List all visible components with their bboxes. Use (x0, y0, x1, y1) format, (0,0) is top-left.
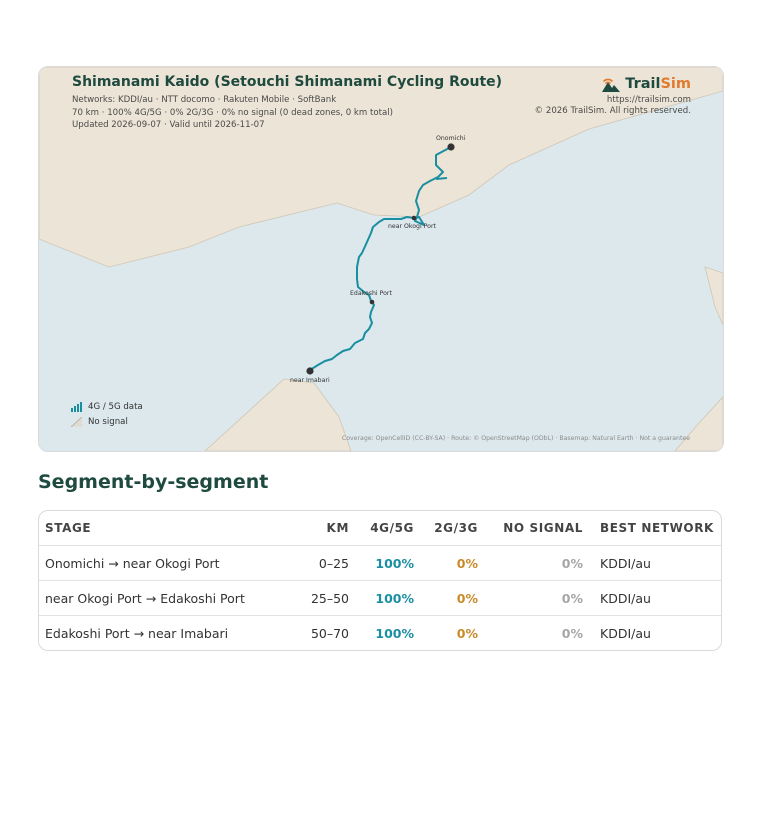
header-best-network: BEST NETWORK (600, 521, 714, 535)
segments-table (39, 511, 721, 650)
updated-line: Updated 2026-09-07 · Valid until 2026-11-07 (72, 120, 265, 130)
map-legend (71, 399, 143, 429)
cell-no-signal: 0% (484, 546, 589, 581)
legend-nosignal-label: No signal (88, 416, 128, 427)
segments-title: Segment-by-segment (38, 471, 269, 493)
cell-km: 25–50 (299, 581, 355, 616)
place-label-okogi: near Okogi Port (388, 223, 436, 230)
map-title: Shimanami Kaido (Setouchi Shimanami Cycling Route) (72, 74, 503, 90)
no-signal-icon (71, 417, 82, 427)
networks-line: Networks: KDDI/au · NTT docomo · Rakuten Mobile · SoftBank (72, 95, 337, 105)
place-label-onomichi: Onomichi (436, 135, 466, 142)
header-stage: STAGE (45, 521, 92, 535)
brand-name-main: Trail (625, 76, 661, 92)
brand-url: https://trailsim.com (606, 95, 691, 105)
segments-table-card (38, 510, 722, 651)
brand-name-accent: Sim (660, 76, 691, 92)
cell-stage: Edakoshi Port → near Imabari (39, 616, 299, 651)
legend-nosignal (71, 414, 143, 429)
place-marker-onomichi (447, 143, 454, 150)
place-marker-okogi (412, 216, 417, 221)
route-spur (436, 178, 447, 179)
cell-km: 50–70 (299, 616, 355, 651)
coverage-map (38, 66, 724, 452)
table-row (39, 546, 721, 581)
brand-block (535, 75, 691, 116)
header-4g5g: 4G/5G (370, 521, 414, 535)
cell-best-network: KDDI/au (589, 581, 721, 616)
mountain-signal-icon (601, 75, 621, 93)
legend-data (71, 399, 143, 414)
cell-no-signal: 0% (484, 581, 589, 616)
cell-no-signal: 0% (484, 616, 589, 651)
header-km: KM (326, 521, 349, 535)
cell-4g5g: 100% (355, 581, 420, 616)
cell-km: 0–25 (299, 546, 355, 581)
brand-name (625, 76, 691, 92)
cell-stage: near Okogi Port → Edakoshi Port (39, 581, 299, 616)
place-marker-edakoshi (370, 300, 375, 305)
map-attribution: Coverage: OpenCellID (CC-BY-SA) · Route: © OpenStreetMap (ODbL) · Basemap: Natural Earth · Not a guarantee (341, 435, 690, 442)
table-header-row (39, 511, 721, 546)
cell-2g3g: 0% (420, 616, 484, 651)
table-row (39, 616, 721, 651)
cell-best-network: KDDI/au (589, 546, 721, 581)
cell-stage: Onomichi → near Okogi Port (39, 546, 299, 581)
cell-4g5g: 100% (355, 546, 420, 581)
header-no-signal: NO SIGNAL (503, 521, 583, 535)
stats-line: 70 km · 100% 4G/5G · 0% 2G/3G · 0% no signal (0 dead zones, 0 km total) (72, 107, 393, 118)
cell-2g3g: 0% (420, 581, 484, 616)
signal-bars-icon (71, 402, 82, 412)
map-meta (72, 94, 393, 132)
cell-4g5g: 100% (355, 616, 420, 651)
cell-best-network: KDDI/au (589, 616, 721, 651)
place-label-imabari: near Imabari (290, 377, 330, 384)
brand-logo (535, 75, 691, 93)
header-2g3g: 2G/3G (434, 521, 478, 535)
place-marker-imabari (306, 367, 313, 374)
place-label-edakoshi: Edakoshi Port (350, 290, 392, 297)
brand-copyright: © 2026 TrailSim. All rights reserved. (534, 106, 691, 116)
table-row (39, 581, 721, 616)
cell-2g3g: 0% (420, 546, 484, 581)
legend-data-label: 4G / 5G data (88, 401, 143, 412)
